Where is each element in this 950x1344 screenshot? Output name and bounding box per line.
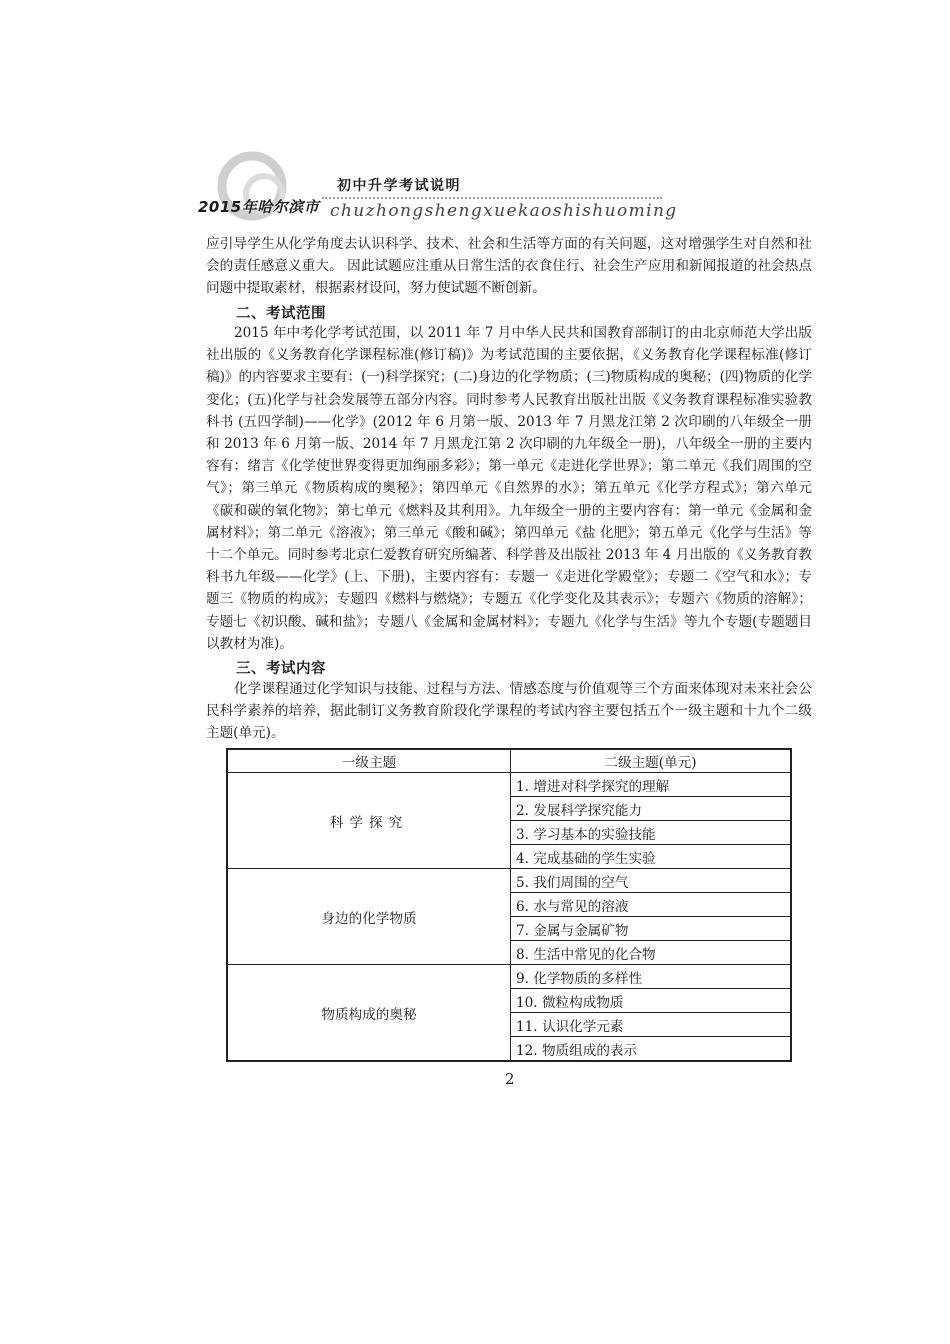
level2-unit: 3. 学习基本的实验技能 — [511, 821, 792, 845]
table-row — [227, 773, 791, 797]
level2-unit: 10. 微粒构成物质 — [511, 989, 792, 1013]
topics-table — [226, 748, 792, 1062]
intro-paragraph-block — [206, 233, 812, 300]
col-header-level1: 一级主题 — [227, 749, 511, 773]
content-paragraph-block — [206, 678, 812, 745]
level2-unit: 7. 金属与金属矿物 — [511, 917, 792, 941]
section-heading-content: 三、考试内容 — [236, 661, 326, 677]
level2-unit: 2. 发展科学探究能力 — [511, 797, 792, 821]
scope-paragraph-block — [206, 322, 812, 655]
header-title: 初中升学考试说明 — [337, 178, 461, 194]
level1-topic: 身边的化学物质 — [227, 869, 511, 965]
table-row — [227, 869, 791, 893]
scope-paragraph: 2015 年中考化学考试范围，以 2011 年 7 月中华人民共和国教育部制订的由北京师范大学出版社出版的《义务教育化学课程标准(修订稿)》为考试范围的主要依据，《义务教育化学课程标准(修订稿)》的内容要求主要有：(一)科学探究；(二)身边的化学物质；(三)物质构成的奥秘；(四)物质的化学变化；(五)化学与社会发展等五部分内容。同时参考人民教育出版社出版《义务教育课程标准实验教科书 (五四学制)——化学》(2012 年 6 月第一版、2013 年 7 月黑龙江第 2 次印刷的八年级全一册和 2013 年 6 月第一版、2014 年 7 月黑龙江第 2 次印刷的九年级全一册)，八年级全一册的主要内容有：绪言《化学使世界变得更加绚丽多彩》；第一单元《走进化学世界》；第二单元《我们周围的空气》；第三单元《物质构成的奥秘》；第四单元《自然界的水》；第五单元《化学方程式》；第六单元《碳和碳的氧化物》；第七单元《燃料及其利用》。九年级全一册的主要内容有：第一单元《金属和金属材料》；第二单元《溶液》；第三单元《酸和碱》；第四单元《盐 化肥》；第五单元《化学与生活》等十二个单元。同时参考北京仁爱教育研究所编著、科学普及出版社 2013 年 4 月出版的《义务教育教科书九年级——化学》(上、下册)，主要内容有：专题一《走进化学殿堂》；专题二《空气和水》；专题三《物质的构成》；专题四《燃料与燃烧》；专题五《化学变化及其表示》；专题六《物质的溶解》；专题七《初识酸、碱和盐》；专题八《金属和金属材料》；专题九《化学与生活》等九个专题(专题题目以教材为准)。 — [206, 325, 812, 652]
section-heading-scope: 二、考试范围 — [236, 306, 326, 322]
level2-unit: 9. 化学物质的多样性 — [511, 965, 792, 989]
table-header-row — [227, 749, 791, 773]
level2-unit: 4. 完成基础的学生实验 — [511, 845, 792, 869]
table-row — [227, 965, 791, 989]
level2-unit: 8. 生活中常见的化合物 — [511, 941, 792, 965]
level2-unit: 11. 认识化学元素 — [511, 1013, 792, 1037]
header-pinyin: chuzhongshengxuekaoshishuoming — [330, 201, 678, 221]
level2-unit: 1. 增进对科学探究的理解 — [511, 773, 792, 797]
level2-unit: 12. 物质组成的表示 — [511, 1037, 792, 1062]
content-paragraph: 化学课程通过化学知识与技能、过程与方法、情感态度与价值观等三个方面来体现对未来社会公民科学素养的培养，据此制订义务教育阶段化学课程的考试内容主要包括五个一级主题和十九个二级主题(单元)。 — [206, 681, 812, 742]
level1-topic: 物质构成的奥秘 — [227, 965, 511, 1062]
level1-topic: 科学探究 — [227, 773, 511, 869]
intro-paragraph: 应引导学生从化学角度去认识科学、技术、社会和生活等方面的有关问题，这对增强学生对自然和社会的责任感意义重大。 因此试题应注重从日常生活的衣食住行、社会生产应用和新闻报道的社会热点问题中提取素材，根据素材设问，努力使试题不断创新。 — [206, 236, 812, 297]
level2-unit: 6. 水与常见的溶液 — [511, 893, 792, 917]
page-number: 2 — [505, 1070, 515, 1088]
col-header-level2: 二级主题(单元) — [511, 749, 792, 773]
header-divider — [322, 197, 662, 199]
level2-unit: 5. 我们周围的空气 — [511, 869, 792, 893]
header-year-city: 2015年哈尔滨市 — [198, 198, 320, 216]
